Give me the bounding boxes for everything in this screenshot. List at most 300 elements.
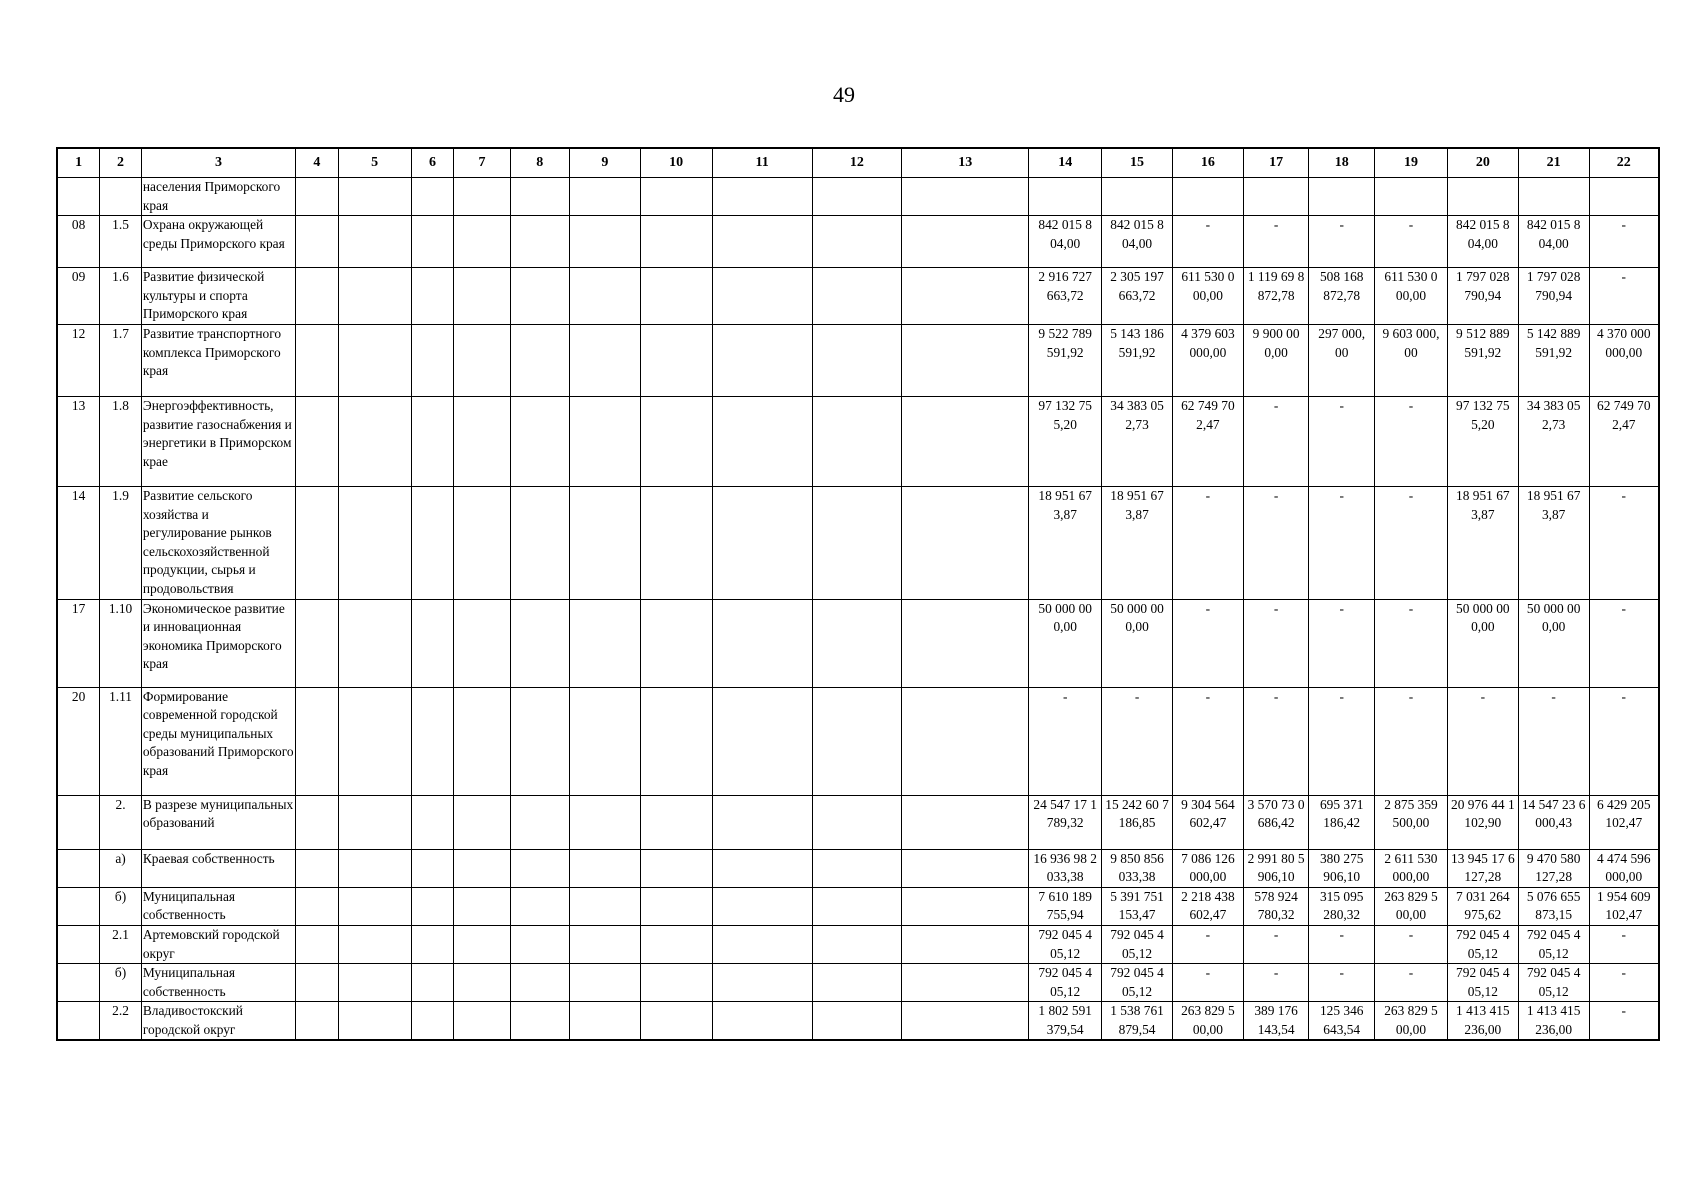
empty-cell — [712, 964, 812, 1002]
empty-cell — [902, 1002, 1029, 1041]
row-name-cell: Артемовский городской округ — [141, 925, 295, 963]
amount-cell: 842 015 8 04,00 — [1029, 216, 1102, 268]
table-row — [57, 599, 1659, 687]
empty-cell — [296, 396, 339, 486]
amount-cell: 50 000 00 0,00 — [1102, 599, 1173, 687]
empty-cell — [902, 216, 1029, 268]
empty-cell — [411, 486, 454, 599]
amount-cell: 842 015 8 04,00 — [1447, 216, 1518, 268]
empty-cell — [712, 1002, 812, 1041]
table-row — [57, 964, 1659, 1002]
empty-cell — [510, 178, 569, 216]
empty-cell — [510, 486, 569, 599]
row-name-cell: Муниципальная собственность — [141, 887, 295, 925]
empty-cell — [454, 687, 510, 795]
row-number-cell: 2.2 — [100, 1002, 142, 1041]
empty-cell — [338, 687, 411, 795]
empty-cell — [712, 486, 812, 599]
empty-cell — [812, 964, 902, 1002]
column-header-20: 20 — [1447, 148, 1518, 178]
amount-cell: - — [1589, 216, 1659, 268]
empty-cell — [569, 849, 640, 887]
row-code-cell — [57, 925, 100, 963]
amount-cell: 4 379 603 000,00 — [1172, 324, 1243, 396]
amount-cell: 5 391 751 153,47 — [1102, 887, 1173, 925]
amount-cell: 842 015 8 04,00 — [1102, 216, 1173, 268]
column-header-8: 8 — [510, 148, 569, 178]
column-header-21: 21 — [1518, 148, 1589, 178]
empty-cell — [902, 599, 1029, 687]
empty-cell — [510, 687, 569, 795]
row-code-cell: 13 — [57, 396, 100, 486]
row-name-cell: Краевая собственность — [141, 849, 295, 887]
amount-cell: 18 951 67 3,87 — [1029, 486, 1102, 599]
amount-cell: 263 829 5 00,00 — [1375, 887, 1448, 925]
empty-cell — [812, 178, 902, 216]
empty-cell — [296, 849, 339, 887]
column-header-5: 5 — [338, 148, 411, 178]
amount-cell: 842 015 8 04,00 — [1518, 216, 1589, 268]
amount-cell: 1 119 69 8 872,78 — [1243, 268, 1309, 325]
amount-cell: 2 218 438 602,47 — [1172, 887, 1243, 925]
amount-cell: - — [1309, 687, 1375, 795]
row-code-cell — [57, 178, 100, 216]
empty-cell — [712, 887, 812, 925]
amount-cell: - — [1375, 396, 1448, 486]
table-row — [57, 795, 1659, 849]
amount-cell: 7 031 264 975,62 — [1447, 887, 1518, 925]
column-header-7: 7 — [454, 148, 510, 178]
empty-cell — [411, 178, 454, 216]
empty-cell — [902, 268, 1029, 325]
amount-cell: 13 945 17 6 127,28 — [1447, 849, 1518, 887]
amount-cell: 2 305 197 663,72 — [1102, 268, 1173, 325]
row-code-cell: 14 — [57, 486, 100, 599]
empty-cell — [338, 964, 411, 1002]
column-header-14: 14 — [1029, 148, 1102, 178]
amount-cell: - — [1309, 599, 1375, 687]
empty-cell — [712, 268, 812, 325]
empty-cell — [902, 887, 1029, 925]
amount-cell: 611 530 0 00,00 — [1375, 268, 1448, 325]
amount-cell: 792 045 4 05,12 — [1102, 964, 1173, 1002]
amount-cell: 9 470 580 127,28 — [1518, 849, 1589, 887]
amount-cell: 792 045 4 05,12 — [1447, 925, 1518, 963]
amount-cell: - — [1243, 925, 1309, 963]
amount-cell: 24 547 17 1 789,32 — [1029, 795, 1102, 849]
empty-cell — [902, 396, 1029, 486]
amount-cell: 97 132 75 5,20 — [1029, 396, 1102, 486]
empty-cell — [712, 599, 812, 687]
empty-cell — [812, 849, 902, 887]
amount-cell: - — [1589, 599, 1659, 687]
empty-cell — [296, 887, 339, 925]
empty-cell — [411, 687, 454, 795]
amount-cell: 1 413 415 236,00 — [1518, 1002, 1589, 1041]
empty-cell — [712, 178, 812, 216]
row-code-cell — [57, 795, 100, 849]
amount-cell: - — [1309, 486, 1375, 599]
amount-cell: 611 530 0 00,00 — [1172, 268, 1243, 325]
empty-cell — [411, 1002, 454, 1041]
empty-cell — [569, 216, 640, 268]
row-name-cell: Развитие транспортного комплекса Приморского края — [141, 324, 295, 396]
empty-cell — [812, 1002, 902, 1041]
empty-cell — [296, 324, 339, 396]
amount-cell: 5 076 655 873,15 — [1518, 887, 1589, 925]
empty-cell — [454, 887, 510, 925]
empty-cell — [454, 925, 510, 963]
empty-cell — [454, 268, 510, 325]
amount-cell: - — [1029, 687, 1102, 795]
row-number-cell: 1.7 — [100, 324, 142, 396]
row-number-cell: 1.9 — [100, 486, 142, 599]
empty-cell — [569, 178, 640, 216]
amount-cell: 50 000 00 0,00 — [1447, 599, 1518, 687]
table-row — [57, 486, 1659, 599]
amount-cell: 15 242 60 7 186,85 — [1102, 795, 1173, 849]
table-row — [57, 324, 1659, 396]
amount-cell — [1518, 178, 1589, 216]
column-header-19: 19 — [1375, 148, 1448, 178]
amount-cell: - — [1309, 925, 1375, 963]
row-number-cell: 1.11 — [100, 687, 142, 795]
amount-cell: 3 570 73 0 686,42 — [1243, 795, 1309, 849]
amount-cell: 315 095 280,32 — [1309, 887, 1375, 925]
row-name-cell: населения Приморского края — [141, 178, 295, 216]
empty-cell — [454, 1002, 510, 1041]
empty-cell — [338, 925, 411, 963]
column-header-15: 15 — [1102, 148, 1173, 178]
amount-cell: 1 797 028 790,94 — [1518, 268, 1589, 325]
empty-cell — [454, 849, 510, 887]
row-number-cell — [100, 178, 142, 216]
amount-cell: 50 000 00 0,00 — [1518, 599, 1589, 687]
empty-cell — [338, 324, 411, 396]
column-header-11: 11 — [712, 148, 812, 178]
amount-cell: 6 429 205 102,47 — [1589, 795, 1659, 849]
amount-cell: 2 916 727 663,72 — [1029, 268, 1102, 325]
empty-cell — [510, 887, 569, 925]
column-header-16: 16 — [1172, 148, 1243, 178]
column-header-18: 18 — [1309, 148, 1375, 178]
empty-cell — [902, 964, 1029, 1002]
table-row — [57, 1002, 1659, 1041]
empty-cell — [296, 486, 339, 599]
empty-cell — [454, 486, 510, 599]
amount-cell: 18 951 67 3,87 — [1102, 486, 1173, 599]
amount-cell: 1 538 761 879,54 — [1102, 1002, 1173, 1041]
empty-cell — [712, 324, 812, 396]
amount-cell: 16 936 98 2 033,38 — [1029, 849, 1102, 887]
row-name-cell: Владивостокский городской округ — [141, 1002, 295, 1041]
column-number-row — [57, 148, 1659, 178]
table-row — [57, 178, 1659, 216]
row-number-cell: 1.10 — [100, 599, 142, 687]
empty-cell — [510, 268, 569, 325]
row-number-cell: 2. — [100, 795, 142, 849]
empty-cell — [902, 849, 1029, 887]
empty-cell — [338, 1002, 411, 1041]
empty-cell — [510, 925, 569, 963]
column-header-4: 4 — [296, 148, 339, 178]
column-header-3: 3 — [141, 148, 295, 178]
empty-cell — [454, 599, 510, 687]
amount-cell: - — [1243, 396, 1309, 486]
empty-cell — [812, 925, 902, 963]
row-name-cell: Охрана окружающей среды Приморского края — [141, 216, 295, 268]
empty-cell — [411, 268, 454, 325]
row-code-cell — [57, 1002, 100, 1041]
amount-cell: 5 143 186 591,92 — [1102, 324, 1173, 396]
empty-cell — [812, 599, 902, 687]
row-name-cell: Энергоэффективность, развитие газоснабжения и энергетики в Приморском крае — [141, 396, 295, 486]
amount-cell: 389 176 143,54 — [1243, 1002, 1309, 1041]
row-name-cell: Развитие физической культуры и спорта Приморского края — [141, 268, 295, 325]
amount-cell: 792 045 4 05,12 — [1518, 925, 1589, 963]
amount-cell: - — [1589, 687, 1659, 795]
empty-cell — [902, 687, 1029, 795]
empty-cell — [510, 216, 569, 268]
amount-cell: 1 954 609 102,47 — [1589, 887, 1659, 925]
empty-cell — [812, 795, 902, 849]
empty-cell — [454, 964, 510, 1002]
empty-cell — [454, 178, 510, 216]
empty-cell — [454, 795, 510, 849]
empty-cell — [569, 964, 640, 1002]
amount-cell — [1309, 178, 1375, 216]
empty-cell — [411, 925, 454, 963]
row-number-cell: 2.1 — [100, 925, 142, 963]
empty-cell — [510, 599, 569, 687]
amount-cell: - — [1589, 486, 1659, 599]
table-row — [57, 925, 1659, 963]
amount-cell — [1172, 178, 1243, 216]
empty-cell — [338, 178, 411, 216]
empty-cell — [902, 925, 1029, 963]
empty-cell — [510, 1002, 569, 1041]
amount-cell: - — [1375, 216, 1448, 268]
amount-cell: 1 797 028 790,94 — [1447, 268, 1518, 325]
row-code-cell — [57, 849, 100, 887]
empty-cell — [640, 268, 712, 325]
empty-cell — [411, 795, 454, 849]
empty-cell — [712, 216, 812, 268]
amount-cell: - — [1243, 486, 1309, 599]
amount-cell: 18 951 67 3,87 — [1518, 486, 1589, 599]
row-number-cell: б) — [100, 887, 142, 925]
row-name-cell: Формирование современной городской среды муниципальных образований Приморского края — [141, 687, 295, 795]
row-name-cell: Экономическое развитие и инновационная экономика Приморского края — [141, 599, 295, 687]
amount-cell: 50 000 00 0,00 — [1029, 599, 1102, 687]
amount-cell — [1102, 178, 1173, 216]
empty-cell — [812, 268, 902, 325]
amount-cell: 792 045 4 05,12 — [1029, 925, 1102, 963]
empty-cell — [569, 396, 640, 486]
amount-cell: 2 991 80 5 906,10 — [1243, 849, 1309, 887]
amount-cell: 34 383 05 2,73 — [1102, 396, 1173, 486]
amount-cell: 2 611 530 000,00 — [1375, 849, 1448, 887]
row-code-cell: 12 — [57, 324, 100, 396]
table-row — [57, 268, 1659, 325]
row-number-cell: а) — [100, 849, 142, 887]
amount-cell: - — [1375, 964, 1448, 1002]
empty-cell — [510, 849, 569, 887]
column-header-6: 6 — [411, 148, 454, 178]
empty-cell — [296, 795, 339, 849]
amount-cell: 263 829 5 00,00 — [1172, 1002, 1243, 1041]
budget-table — [56, 147, 1660, 1041]
empty-cell — [640, 216, 712, 268]
empty-cell — [640, 925, 712, 963]
empty-cell — [411, 216, 454, 268]
amount-cell: 1 802 591 379,54 — [1029, 1002, 1102, 1041]
column-header-9: 9 — [569, 148, 640, 178]
table-row — [57, 887, 1659, 925]
empty-cell — [902, 795, 1029, 849]
amount-cell: - — [1589, 268, 1659, 325]
amount-cell: 792 045 4 05,12 — [1102, 925, 1173, 963]
empty-cell — [411, 324, 454, 396]
amount-cell: 4 370 000 000,00 — [1589, 324, 1659, 396]
empty-cell — [812, 687, 902, 795]
row-code-cell: 09 — [57, 268, 100, 325]
empty-cell — [712, 396, 812, 486]
row-code-cell — [57, 964, 100, 1002]
column-header-22: 22 — [1589, 148, 1659, 178]
empty-cell — [640, 795, 712, 849]
empty-cell — [510, 324, 569, 396]
amount-cell: 125 346 643,54 — [1309, 1002, 1375, 1041]
amount-cell: - — [1243, 687, 1309, 795]
amount-cell: 20 976 44 1 102,90 — [1447, 795, 1518, 849]
amount-cell: 97 132 75 5,20 — [1447, 396, 1518, 486]
amount-cell: 34 383 05 2,73 — [1518, 396, 1589, 486]
empty-cell — [338, 887, 411, 925]
empty-cell — [640, 849, 712, 887]
empty-cell — [569, 887, 640, 925]
amount-cell: 9 900 00 0,00 — [1243, 324, 1309, 396]
row-number-cell: 1.6 — [100, 268, 142, 325]
amount-cell — [1243, 178, 1309, 216]
empty-cell — [812, 396, 902, 486]
empty-cell — [338, 216, 411, 268]
row-name-cell: Развитие сельского хозяйства и регулирование рынков сельскохозяйственной продукции, сырья и продовольствия — [141, 486, 295, 599]
empty-cell — [338, 396, 411, 486]
amount-cell: - — [1375, 687, 1448, 795]
amount-cell — [1447, 178, 1518, 216]
amount-cell: - — [1172, 925, 1243, 963]
empty-cell — [338, 795, 411, 849]
amount-cell: 792 045 4 05,12 — [1447, 964, 1518, 1002]
amount-cell: 263 829 5 00,00 — [1375, 1002, 1448, 1041]
empty-cell — [338, 599, 411, 687]
amount-cell: 62 749 70 2,47 — [1589, 396, 1659, 486]
empty-cell — [812, 486, 902, 599]
column-header-10: 10 — [640, 148, 712, 178]
amount-cell: - — [1243, 964, 1309, 1002]
amount-cell: - — [1243, 599, 1309, 687]
amount-cell: - — [1375, 599, 1448, 687]
amount-cell: - — [1589, 964, 1659, 1002]
amount-cell: - — [1375, 925, 1448, 963]
page-number: 49 — [833, 82, 855, 107]
empty-cell — [510, 964, 569, 1002]
empty-cell — [296, 687, 339, 795]
amount-cell — [1375, 178, 1448, 216]
empty-cell — [812, 216, 902, 268]
empty-cell — [411, 599, 454, 687]
empty-cell — [569, 687, 640, 795]
amount-cell: 4 474 596 000,00 — [1589, 849, 1659, 887]
amount-cell: 18 951 67 3,87 — [1447, 486, 1518, 599]
amount-cell: - — [1243, 216, 1309, 268]
empty-cell — [640, 1002, 712, 1041]
empty-cell — [640, 599, 712, 687]
empty-cell — [296, 599, 339, 687]
empty-cell — [640, 324, 712, 396]
row-code-cell: 17 — [57, 599, 100, 687]
amount-cell: - — [1589, 925, 1659, 963]
empty-cell — [411, 849, 454, 887]
row-number-cell: 1.8 — [100, 396, 142, 486]
empty-cell — [296, 268, 339, 325]
empty-cell — [712, 687, 812, 795]
empty-cell — [640, 396, 712, 486]
column-header-13: 13 — [902, 148, 1029, 178]
empty-cell — [510, 795, 569, 849]
column-header-2: 2 — [100, 148, 142, 178]
amount-cell: 9 603 000, 00 — [1375, 324, 1448, 396]
amount-cell: 792 045 4 05,12 — [1029, 964, 1102, 1002]
empty-cell — [902, 324, 1029, 396]
empty-cell — [640, 486, 712, 599]
amount-cell: - — [1518, 687, 1589, 795]
column-header-1: 1 — [57, 148, 100, 178]
empty-cell — [296, 925, 339, 963]
amount-cell: - — [1172, 687, 1243, 795]
empty-cell — [712, 925, 812, 963]
amount-cell: 5 142 889 591,92 — [1518, 324, 1589, 396]
empty-cell — [569, 324, 640, 396]
amount-cell: 9 850 856 033,38 — [1102, 849, 1173, 887]
amount-cell: - — [1172, 964, 1243, 1002]
empty-cell — [296, 216, 339, 268]
amount-cell: 14 547 23 6 000,43 — [1518, 795, 1589, 849]
table-row — [57, 849, 1659, 887]
amount-cell: 380 275 906,10 — [1309, 849, 1375, 887]
amount-cell: - — [1309, 964, 1375, 1002]
amount-cell: - — [1309, 216, 1375, 268]
amount-cell: 2 875 359 500,00 — [1375, 795, 1448, 849]
amount-cell: - — [1309, 396, 1375, 486]
column-header-12: 12 — [812, 148, 902, 178]
empty-cell — [338, 849, 411, 887]
amount-cell — [1589, 178, 1659, 216]
amount-cell: 9 512 889 591,92 — [1447, 324, 1518, 396]
row-code-cell: 20 — [57, 687, 100, 795]
empty-cell — [411, 964, 454, 1002]
table-row — [57, 396, 1659, 486]
empty-cell — [454, 396, 510, 486]
amount-cell: 695 371 186,42 — [1309, 795, 1375, 849]
empty-cell — [640, 964, 712, 1002]
table-row — [57, 687, 1659, 795]
empty-cell — [411, 887, 454, 925]
empty-cell — [296, 178, 339, 216]
empty-cell — [411, 396, 454, 486]
empty-cell — [902, 486, 1029, 599]
